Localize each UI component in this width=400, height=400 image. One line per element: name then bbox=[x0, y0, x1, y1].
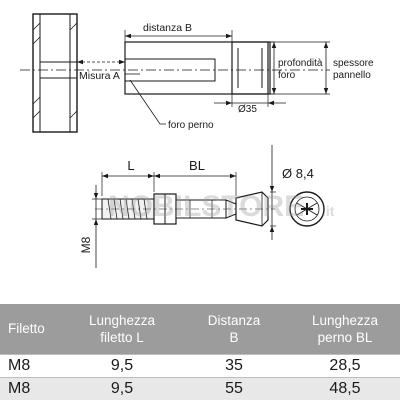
cell-filetto: M8 bbox=[0, 354, 66, 377]
header-filetto: Filetto bbox=[8, 321, 45, 337]
cell-distanza: 35 bbox=[178, 354, 290, 377]
cell-filetto: M8 bbox=[0, 377, 66, 400]
profondita-foro-label-line2: foro bbox=[278, 70, 296, 81]
diameter-35-label: Ø35 bbox=[238, 104, 257, 115]
table-row bbox=[0, 354, 400, 377]
cam-hole bbox=[232, 42, 268, 94]
cell-distanza: 55 bbox=[178, 377, 290, 400]
cell-lunghezza-perno: 28,5 bbox=[290, 354, 400, 377]
cell-lunghezza-filetto: 9,5 bbox=[66, 354, 178, 377]
watermark-logo bbox=[108, 190, 335, 223]
header-distanza: Distanza B bbox=[207, 312, 261, 345]
header-lunghezza-perno: Lunghezza perno BL bbox=[311, 312, 379, 345]
profondita-foro-label-line1: profondità bbox=[278, 58, 323, 69]
svg-text:NOBILSTORE: NOBILSTORE bbox=[108, 190, 305, 223]
table-header-row bbox=[0, 304, 400, 354]
foro-perno-label: foro perno bbox=[168, 120, 214, 131]
l-label: L bbox=[127, 158, 135, 173]
diameter-8-4-label: Ø 8,4 bbox=[282, 166, 314, 181]
specification-table bbox=[0, 304, 400, 400]
table-row bbox=[0, 377, 400, 400]
svg-text:.it: .it bbox=[322, 203, 335, 219]
bl-label: BL bbox=[189, 158, 205, 173]
cell-lunghezza-perno: 48,5 bbox=[290, 377, 400, 400]
main-panel bbox=[125, 42, 270, 94]
header-lunghezza-filetto: Lunghezza filetto L bbox=[88, 312, 156, 345]
spessore-pannello-label-line2: pannello bbox=[333, 70, 371, 81]
misura-a-label: Misura A bbox=[79, 70, 120, 82]
spessore-pannello-label-line1: spessore bbox=[333, 58, 374, 69]
cell-lunghezza-filetto: 9,5 bbox=[66, 377, 178, 400]
thread-m8-label: M8 bbox=[79, 236, 93, 254]
distanza-b-label: distanza B bbox=[143, 22, 193, 34]
